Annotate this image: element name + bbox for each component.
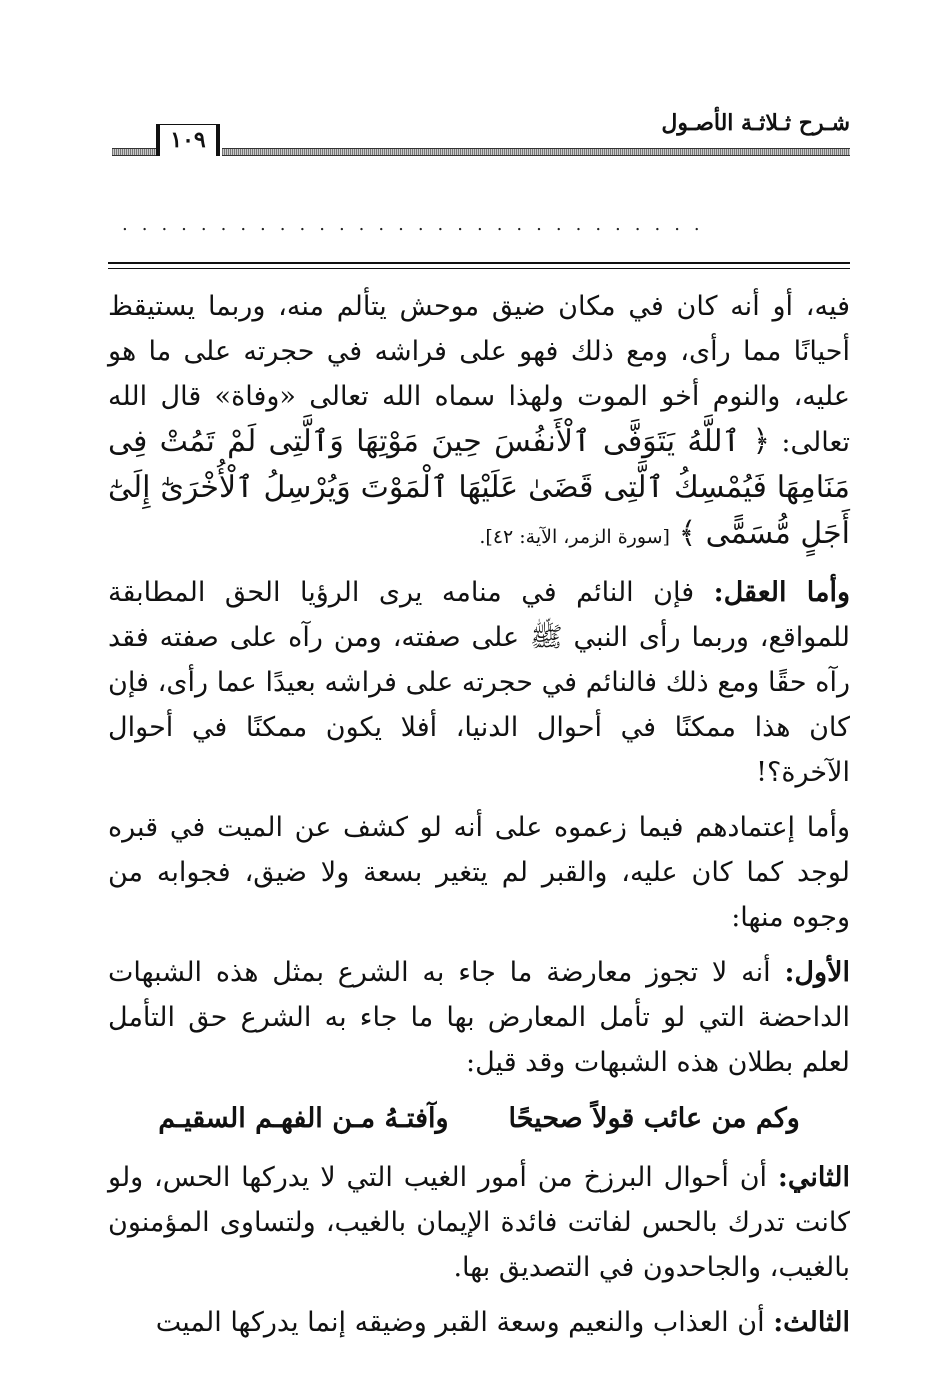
paragraph-objection <box>108 805 850 940</box>
paragraph-lead: الثاني: <box>777 1162 850 1193</box>
paragraph-text: أن العذاب والنعيم وسعة القبر وضيقه إنما يدركها الميت <box>155 1307 765 1338</box>
paragraph-text: فإن النائم في منامه يرى الرؤيا الحق المطابقة للمواقع، وربما رأى النبي ﷺ على صفته، ومن رآه على صفته فقد رآه حقًا ومع ذلك فالنائم في حجرته على فراشه بعيدًا عما رأى، فإن كان هذا ممكنًا في أحوال الدنيا، أفلا يكون ممكنًا في أحوال الآخرة؟! <box>108 577 850 788</box>
footnote-separator <box>108 262 850 269</box>
poem-second-hemistich: وآفتـهُ مـن الفهـم السقيـم <box>158 1103 449 1134</box>
header-title: شـرح ثـلاثـة الأصـول <box>661 110 850 136</box>
header-rule <box>222 148 850 156</box>
poem-first-hemistich: وكم من عائب قولاً صحيحًا <box>508 1103 800 1134</box>
paragraph-first <box>108 950 850 1085</box>
paragraph-text: أن أحوال البرزخ من أمور الغيب التي لا يدركها الحس، ولو كانت تدرك بالحس لفاتت فائدة الإيمان بالغيب، ولتساوى المؤمنون بالغيب، والجاحدون في التصديق بها. <box>108 1162 850 1283</box>
paragraph-lead: الثالث: <box>773 1307 850 1338</box>
body-text <box>108 284 850 1355</box>
paragraph-text: أنه لا تجوز معارضة ما جاء به الشرع بمثل هذه الشبهات الداحضة التي لو تأمل المعارض بها ما جاء به الشرع حق التأمل لعلم بطلان هذه الشبهات وقد قيل: <box>108 957 850 1078</box>
paragraph-third <box>108 1300 850 1345</box>
paragraph-sleep-death <box>108 284 850 560</box>
paragraph-line: فيه، أو أنه كان في مكان ضيق موحش يتألم منه، وربما يستيقظ أحيانًا مما <box>108 291 850 367</box>
quran-verse: ﴿ ٱللَّهُ يَتَوَفَّى ٱلْأَنفُسَ حِينَ مَوْتِهَا وَٱلَّتِى لَمْ تَمُتْ فِى مَنَامِهَا فَيُمْسِكُ ٱلَّتِى قَضَىٰ عَلَيْهَا ٱلْمَوْتَ وَيُرْسِلُ ٱلْأُخْرَىٰٓ إِلَىٰٓ أَجَلٍ مُّسَمًّى ﴾ <box>108 424 850 551</box>
header-left-bar <box>112 148 156 156</box>
paragraph-reason <box>108 570 850 795</box>
paragraph-line: رأى، ومع ذلك فهو على فراشه في حجرته على ما هو عليه، والنوم أخو <box>108 336 850 412</box>
paragraph-lead: الأول: <box>784 957 850 988</box>
paragraph-text: وأما إعتمادهم فيما زعموه على أنه لو كشف عن الميت في قبره لوجد كما كان عليه، والقبر لم يتغير بسعة ولا ضيق، فجوابه من وجوه منها: <box>108 812 850 933</box>
poem-verse <box>108 1095 850 1143</box>
paragraph-lead: وأما العقل: <box>713 577 851 608</box>
paragraph-second <box>108 1155 850 1290</box>
page-number: ١٠٩ <box>156 124 220 156</box>
footnote-dots: .............................. <box>122 214 714 234</box>
paragraph-line: الموت ولهذا سماه الله تعالى «وفاة» قال الله تعالى: <box>108 381 850 458</box>
verse-reference: [سورة الزمر، الآية: ٤٢]. <box>479 526 670 548</box>
running-header <box>112 108 850 158</box>
